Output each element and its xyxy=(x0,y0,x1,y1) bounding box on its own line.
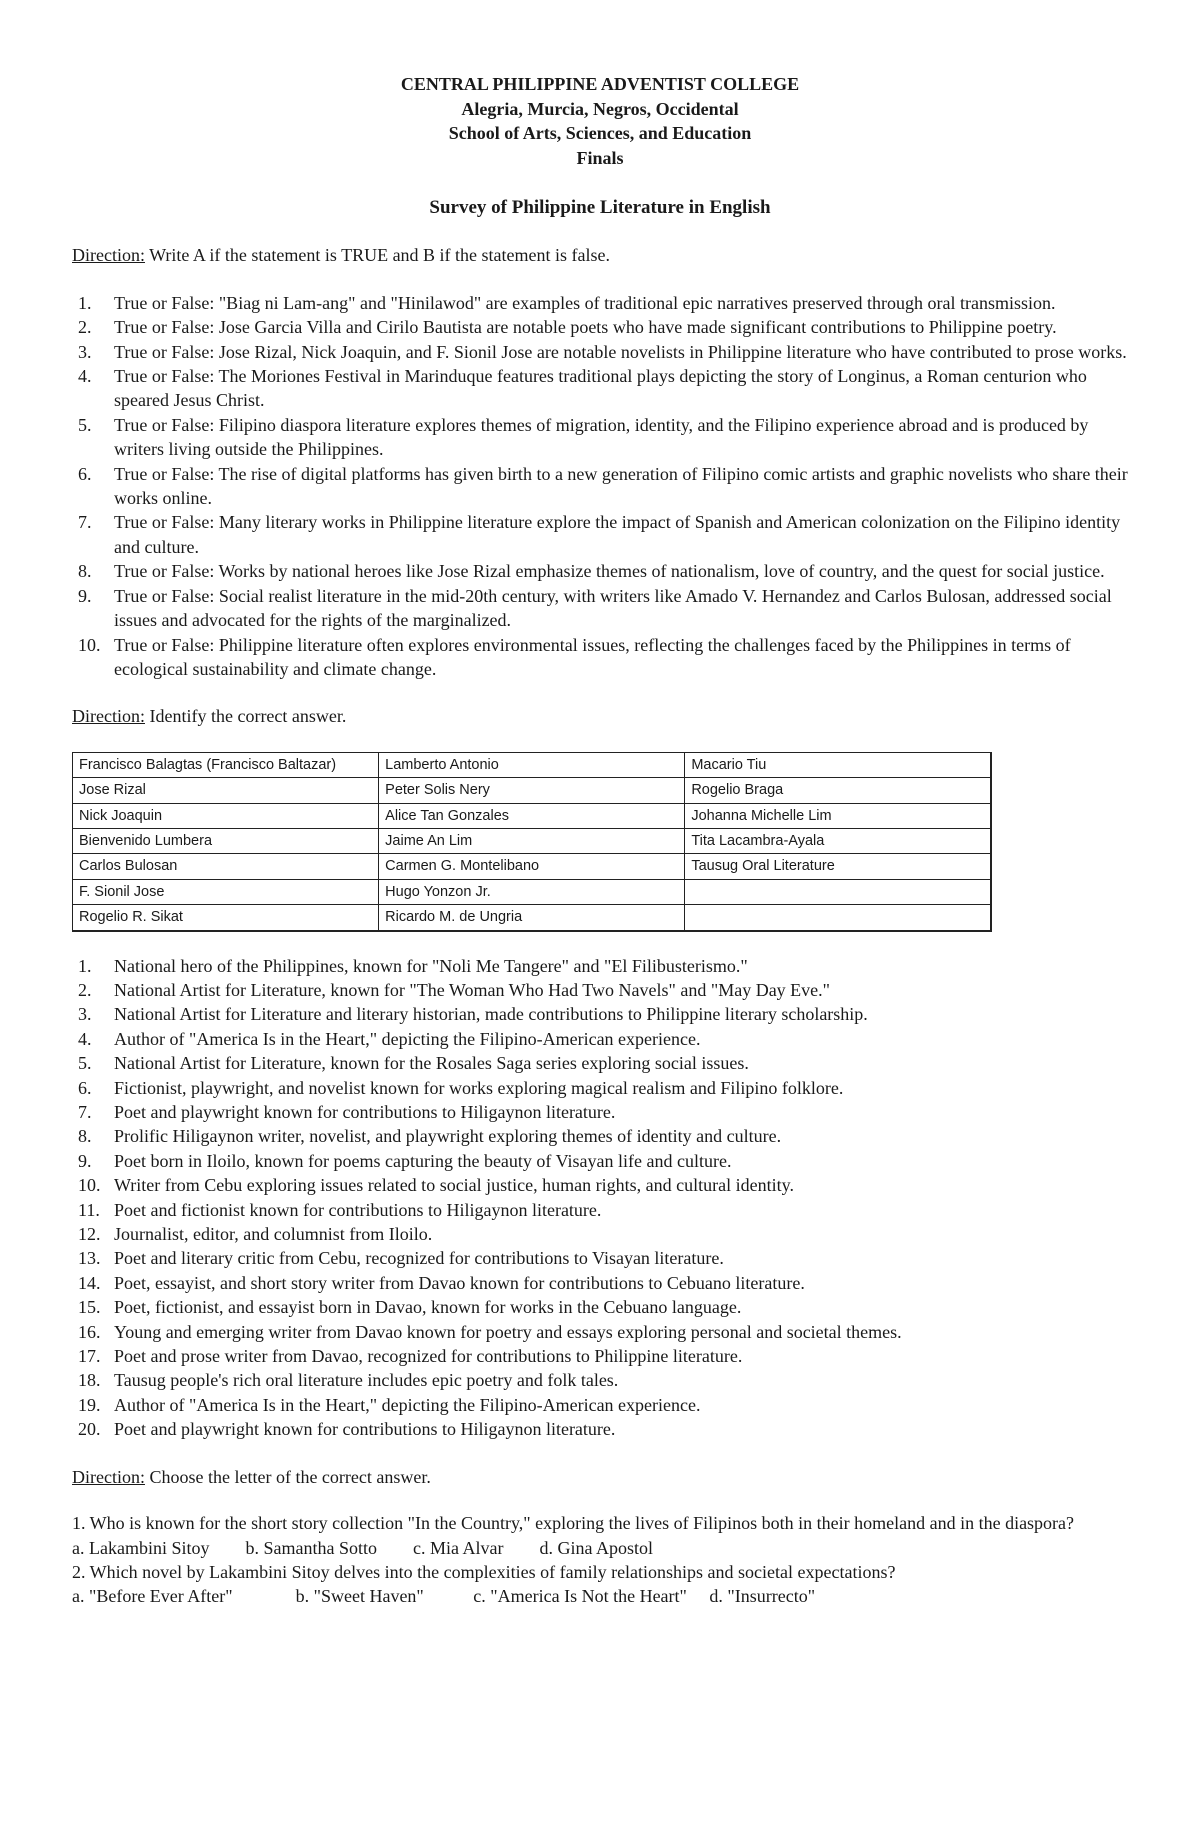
item-number: 17. xyxy=(78,1346,101,1367)
true-false-item xyxy=(72,510,1128,559)
item-text: Poet and fictionist known for contributions to Hiligaynon literature. xyxy=(114,1199,602,1220)
item-text: Prolific Hiligaynon writer, novelist, and playwright exploring themes of identity and culture. xyxy=(114,1126,782,1147)
table-cell xyxy=(685,905,991,931)
item-text: Poet born in Iloilo, known for poems capturing the beauty of Visayan life and culture. xyxy=(114,1150,732,1171)
table-cell: Hugo Yonzon Jr. xyxy=(379,879,685,904)
identification-item xyxy=(72,1076,1128,1100)
direction-label: Direction: xyxy=(72,245,145,266)
item-text: Poet and prose writer from Davao, recognized for contributions to Philippine literature. xyxy=(114,1346,743,1367)
item-number: 7. xyxy=(78,512,92,533)
item-text: Poet and playwright known for contributions to Hiligaynon literature. xyxy=(114,1419,616,1440)
item-number: 3. xyxy=(78,1004,92,1025)
table-row xyxy=(73,752,992,777)
direction-true-false xyxy=(72,243,1128,267)
direction-text: Identify the correct answer. xyxy=(144,706,347,727)
item-text: National hero of the Philippines, known for "Noli Me Tangere" and "El Filibusterismo." xyxy=(114,955,748,976)
question-options: a. Lakambini Sitoy b. Samantha Sotto c. Mia Alvar d. Gina Apostol xyxy=(72,1537,653,1558)
item-number: 19. xyxy=(78,1394,101,1415)
item-text: True or False: Filipino diaspora literature explores themes of migration, identity, and the Filipino experience abroad and is produced by writers living outside the Philippines. xyxy=(114,414,1089,460)
item-number: 9. xyxy=(78,585,92,606)
item-text: Tausug people's rich oral literature includes epic poetry and folk tales. xyxy=(114,1370,619,1391)
item-number: 8. xyxy=(78,1126,92,1147)
question-text: 2. Which novel by Lakambini Sitoy delves into the complexities of family relationships and societal expectations? xyxy=(72,1561,896,1582)
true-false-item xyxy=(72,340,1128,364)
item-text: Writer from Cebu exploring issues related to social justice, human rights, and cultural identity. xyxy=(114,1175,794,1196)
item-text: True or False: Jose Garcia Villa and Cirilo Bautista are notable poets who have made significant contributions to Philippine poetry. xyxy=(114,317,1057,338)
table-cell: Jose Rizal xyxy=(73,778,379,803)
table-cell: F. Sionil Jose xyxy=(73,879,379,904)
item-text: True or False: Philippine literature often explores environmental issues, reflecting the challenges faced by the Philippines in terms of ecological sustainability and climate change. xyxy=(114,634,1071,679)
item-number: 5. xyxy=(78,1053,92,1074)
item-text: True or False: Works by national heroes like Jose Rizal emphasize themes of nationalism, love of country, and the quest for social justice. xyxy=(114,561,1105,582)
identification-item xyxy=(72,1344,1128,1368)
item-number: 3. xyxy=(78,341,92,362)
item-text: True or False: The rise of digital platforms has given birth to a new generation of Filipino comic artists and graphic novelists who share their works online. xyxy=(114,463,1128,509)
true-false-item xyxy=(72,462,1128,511)
table-cell: Tausug Oral Literature xyxy=(685,854,991,879)
table-cell: Francisco Balagtas (Francisco Baltazar) xyxy=(73,752,379,777)
table-cell xyxy=(685,879,991,904)
true-false-item xyxy=(72,413,1128,462)
table-cell: Alice Tan Gonzales xyxy=(379,803,685,828)
table-cell: Macario Tiu xyxy=(685,752,991,777)
item-text: National Artist for Literature, known for the Rosales Saga series exploring social issues. xyxy=(114,1053,749,1074)
direction-text: Choose the letter of the correct answer. xyxy=(144,1466,431,1487)
identification-item xyxy=(72,1198,1128,1222)
item-number: 14. xyxy=(78,1272,101,1293)
table-row xyxy=(73,828,992,853)
item-number: 15. xyxy=(78,1297,101,1318)
identification-item xyxy=(72,1002,1128,1026)
subject-title: Survey of Philippine Literature in English xyxy=(429,197,771,218)
identification-list xyxy=(72,954,1128,1442)
table-cell: Peter Solis Nery xyxy=(379,778,685,803)
item-number: 16. xyxy=(78,1321,101,1342)
item-number: 4. xyxy=(78,1028,92,1049)
table-row xyxy=(73,905,992,931)
table-cell: Lamberto Antonio xyxy=(379,752,685,777)
mc-question xyxy=(72,1560,1128,1609)
multiple-choice-list xyxy=(72,1511,1128,1609)
school-name: School of Arts, Sciences, and Education xyxy=(448,123,752,143)
item-number: 12. xyxy=(78,1224,101,1245)
document-header xyxy=(72,72,1128,170)
item-text: Poet and playwright known for contributions to Hiligaynon literature. xyxy=(114,1102,616,1122)
question-text: 1. Who is known for the short story collection "In the Country," exploring the lives of Filipinos both in their homeland and in the diaspora? xyxy=(72,1513,1075,1534)
item-number: 10. xyxy=(78,1175,101,1196)
question-options: a. "Before Ever After" b. "Sweet Haven" c. "America Is Not the Heart" d. "Insurrecto" xyxy=(72,1586,816,1607)
table-cell: Carmen G. Montelibano xyxy=(379,854,685,879)
item-number: 2. xyxy=(78,979,92,1000)
item-number: 20. xyxy=(78,1419,101,1440)
true-false-item xyxy=(72,315,1128,339)
direction-label: Direction: xyxy=(72,1466,145,1487)
table-cell: Carlos Bulosan xyxy=(73,854,379,879)
item-text: True or False: Many literary works in Philippine literature explore the impact of Spanish and American colonization on the Filipino identity and culture. xyxy=(114,512,1121,557)
item-text: Poet, fictionist, and essayist born in Davao, known for works in the Cebuano language. xyxy=(114,1297,742,1318)
true-false-item xyxy=(72,559,1128,583)
item-number: 5. xyxy=(78,414,92,435)
item-number: 2. xyxy=(78,317,92,338)
item-text: Author of "America Is in the Heart," depicting the Filipino-American experience. xyxy=(114,1028,701,1049)
direction-identify xyxy=(72,704,1128,728)
table-cell: Jaime An Lim xyxy=(379,828,685,853)
table-cell: Johanna Michelle Lim xyxy=(685,803,991,828)
true-false-item xyxy=(72,633,1128,682)
identification-item xyxy=(72,1320,1128,1344)
college-address: Alegria, Murcia, Negros, Occidental xyxy=(461,98,739,119)
table-cell: Tita Lacambra-Ayala xyxy=(685,828,991,853)
true-false-item xyxy=(72,291,1128,315)
item-text: True or False: "Biag ni Lam-ang" and "Hinilawod" are examples of traditional epic narratives preserved through oral transmission. xyxy=(114,292,1056,313)
item-number: 4. xyxy=(78,366,92,387)
item-text: Poet and literary critic from Cebu, recognized for contributions to Visayan literature. xyxy=(114,1248,724,1269)
identification-item xyxy=(72,1271,1128,1295)
mc-question xyxy=(72,1511,1128,1560)
table-cell: Rogelio Braga xyxy=(685,778,991,803)
identification-item xyxy=(72,978,1128,1002)
item-number: 11. xyxy=(78,1199,100,1220)
item-number: 18. xyxy=(78,1370,101,1391)
item-text: True or False: The Moriones Festival in Marinduque features traditional plays depicting the story of Longinus, a Roman centurion who speared Jesus Christ. xyxy=(114,366,1087,411)
item-number: 8. xyxy=(78,561,92,582)
item-number: 7. xyxy=(78,1102,92,1122)
table-cell: Rogelio R. Sikat xyxy=(73,905,379,931)
true-false-list xyxy=(72,291,1128,682)
identification-item xyxy=(72,1368,1128,1392)
direction-label: Direction: xyxy=(72,706,145,727)
identification-item xyxy=(72,1173,1128,1197)
direction-text: Write A if the statement is TRUE and B if the statement is false. xyxy=(144,245,611,266)
item-number: 6. xyxy=(78,463,92,484)
identification-item xyxy=(72,1100,1128,1124)
item-text: Author of "America Is in the Heart," depicting the Filipino-American experience. xyxy=(114,1394,701,1415)
item-number: 13. xyxy=(78,1248,101,1269)
identification-item xyxy=(72,1051,1128,1075)
direction-multiple-choice xyxy=(72,1465,1128,1489)
item-text: Young and emerging writer from Davao known for poetry and essays exploring personal and societal themes. xyxy=(114,1321,902,1342)
item-text: National Artist for Literature and literary historian, made contributions to Philippine literary scholarship. xyxy=(114,1004,868,1025)
identification-item xyxy=(72,1246,1128,1270)
item-text: Journalist, editor, and columnist from Iloilo. xyxy=(114,1224,433,1245)
exam-title: Finals xyxy=(576,147,624,168)
college-name: CENTRAL PHILIPPINE ADVENTIST COLLEGE xyxy=(400,74,800,94)
answer-choices-table xyxy=(72,752,992,932)
identification-item xyxy=(72,1295,1128,1319)
identification-item xyxy=(72,1417,1128,1441)
table-cell: Nick Joaquin xyxy=(73,803,379,828)
table-cell: Bienvenido Lumbera xyxy=(73,828,379,853)
identification-item xyxy=(72,1393,1128,1417)
true-false-item xyxy=(72,364,1128,413)
table-cell: Ricardo M. de Ungria xyxy=(379,905,685,931)
item-number: 6. xyxy=(78,1077,92,1098)
item-number: 9. xyxy=(78,1150,92,1171)
identification-item xyxy=(72,1149,1128,1173)
table-row xyxy=(73,879,992,904)
item-text: Fictionist, playwright, and novelist known for works exploring magical realism and Filipino folklore. xyxy=(114,1077,844,1098)
identification-item xyxy=(72,1027,1128,1051)
identification-item xyxy=(72,954,1128,978)
document-content xyxy=(72,72,1128,1609)
identification-item xyxy=(72,1124,1128,1148)
table-row xyxy=(73,803,992,828)
table-row xyxy=(73,854,992,879)
item-number: 1. xyxy=(78,955,92,976)
item-number: 10. xyxy=(78,634,101,655)
item-number: 1. xyxy=(78,292,92,313)
identification-item xyxy=(72,1222,1128,1246)
item-text: True or False: Social realist literature in the mid-20th century, with writers like Amado V. Hernandez and Carlos Bulosan, addressed social issues and advocated for the rights of the marginalized. xyxy=(114,585,1112,631)
item-text: National Artist for Literature, known for "The Woman Who Had Two Navels" and "May Day Eve." xyxy=(114,979,831,1000)
item-text: True or False: Jose Rizal, Nick Joaquin, and F. Sionil Jose are notable novelists in Philippine literature who have contributed to prose works. xyxy=(114,341,1127,362)
true-false-item xyxy=(72,584,1128,633)
item-text: Poet, essayist, and short story writer from Davao known for contributions to Cebuano literature. xyxy=(114,1272,805,1293)
table-row xyxy=(73,778,992,803)
